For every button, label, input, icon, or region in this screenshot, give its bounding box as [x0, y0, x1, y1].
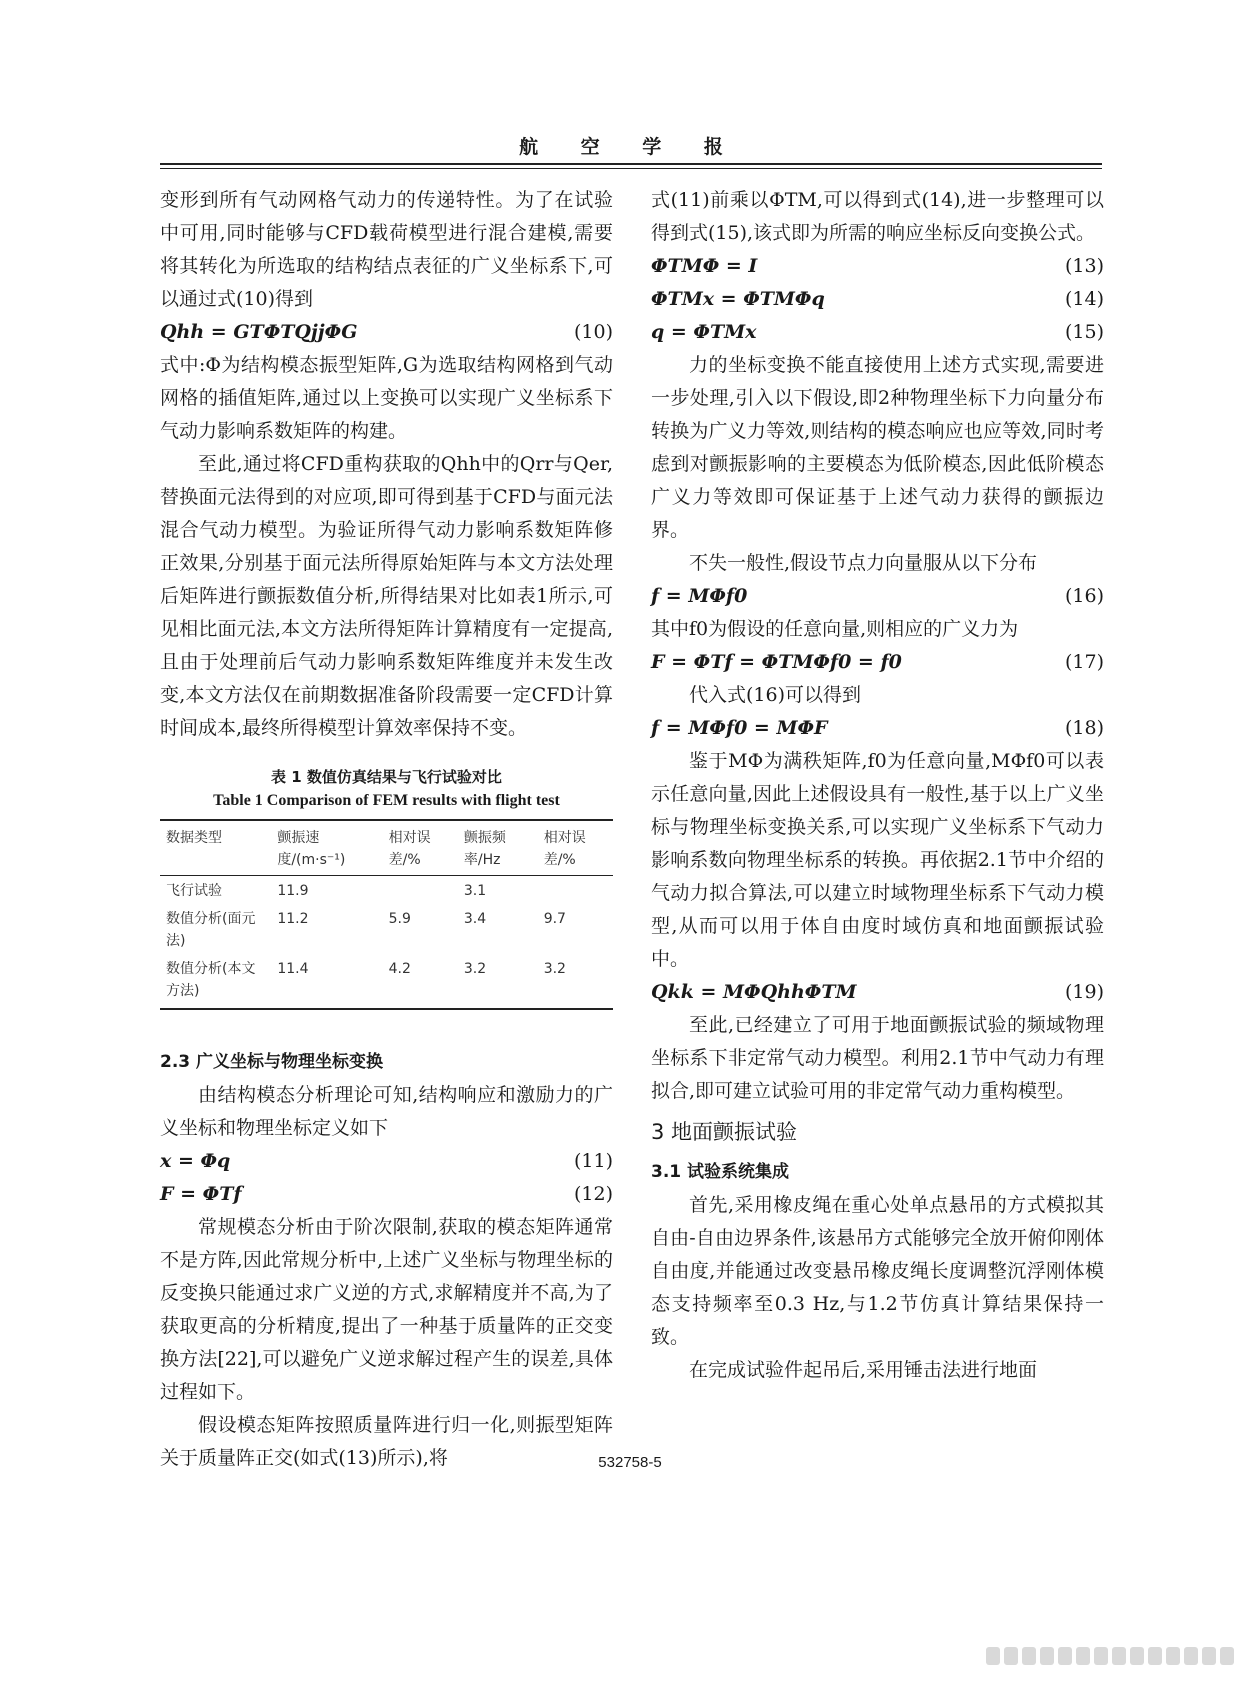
paragraph: 在完成试验件起吊后,采用锤击法进行地面: [689, 1359, 1038, 1381]
equation-expr: f = MΦf0: [651, 585, 748, 607]
paragraph: 式(11)前乘以ΦTM,可以得到式(14),进一步整理可以得到式(15),该式即为所需的响应坐标反向变换公式。: [651, 189, 1104, 244]
equation-number: (16): [1064, 585, 1104, 607]
equation-14: [651, 283, 1104, 316]
equation-expr: x = Φq: [160, 1150, 231, 1172]
paragraph: 式中:Φ为结构模态振型矩阵,G为选取结构网格到气动网格的插值矩阵,通过以上变换可以实现广义坐标系下气动力影响系数矩阵的构建。: [160, 354, 613, 442]
equation-expr: F = ΦTf = ΦTMΦf0 = f0: [651, 651, 902, 673]
equation-expr: Qhh = GTΦTQjjΦG: [160, 321, 358, 343]
journal-title: 航 空 学 报: [519, 136, 741, 158]
equation-expr: ΦTMx = ΦTMΦq: [651, 288, 825, 310]
paragraph: 由结构模态分析理论可知,结构响应和激励力的广义坐标和物理坐标定义如下: [160, 1084, 613, 1139]
table-cell: [538, 876, 613, 905]
paragraph: 至此,通过将CFD重构获取的Qhh中的Qrr与Qer,替换面元法得到的对应项,即可得到基于CFD与面元法混合气动力模型。为验证所得气动力影响系数矩阵修正效果,分别基于面元法所得原始矩阵与本文方法处理后矩阵进行颤振数值分析,所得结果对比如表1所示,可见相比面元法,本文方法所得矩阵计算精度有一定提高,且由于处理前后气动力影响系数矩阵维度并未发生改变,本文方法仅在前期数据准备阶段需要一定CFD计算时间成本,最终所得模型计算效率保持不变。: [160, 453, 613, 739]
equation-17: [651, 646, 1104, 679]
equation-10: [160, 316, 613, 349]
equation-expr: f = MΦf0 = MΦF: [651, 717, 828, 739]
right-column: [651, 184, 1104, 1387]
column-header: 颤振速度/(m·s⁻¹): [271, 820, 382, 876]
table-cell: 飞行试验: [166, 883, 222, 899]
column-header: 数据类型: [160, 820, 271, 876]
paragraph: 其中f0为假设的任意向量,则相应的广义力为: [651, 618, 1019, 640]
equation-16: [651, 580, 1104, 613]
paragraph: 力的坐标变换不能直接使用上述方式实现,需要进一步处理,引入以下假设,即2种物理坐标下力向量分布转换为广义力等效,则结构的模态响应也应等效,同时考虑到对颤振影响的主要模态为低阶模态,因此低阶模态广义力等效即可保证基于上述气动力获得的颤振边界。: [651, 354, 1104, 541]
table-cell: 4.2: [383, 954, 458, 1009]
equation-15: [651, 316, 1104, 349]
column-header: 相对误差/%: [383, 820, 458, 876]
equation-13: [651, 250, 1104, 283]
section-heading-2-3: 2.3 广义坐标与物理坐标变换: [160, 1052, 384, 1072]
paragraph: 假设模态矩阵按照质量阵进行归一化,则振型矩阵关于质量阵正交(如式(13)所示),将: [160, 1414, 613, 1469]
paragraph: 鉴于MΦ为满秩矩阵,f0为任意向量,MΦf0可以表示任意向量,因此上述假设具有一般性,基于以上广义坐标与物理坐标变换关系,可以实现广义坐标系下气动力影响系数向物理坐标系的转换。再依据2.1节中介绍的气动力拟合算法,可以建立时域物理坐标系下气动力模型,从而可以用于体自由度时域仿真和地面颤振试验中。: [651, 750, 1104, 970]
equation-number: (11): [573, 1150, 613, 1172]
table-cell: 数值分析(面元法): [166, 911, 256, 949]
section-heading-3-1: 3.1 试验系统集成: [651, 1162, 790, 1182]
equation-expr: ΦTMΦ = I: [651, 255, 758, 277]
equation-number: (12): [573, 1183, 613, 1205]
equation-number: (15): [1064, 321, 1104, 343]
equation-number: (18): [1064, 717, 1104, 739]
table-row: [160, 876, 613, 905]
table-cell: 3.1: [463, 883, 487, 899]
table-caption-zh: 表 1 数值仿真结果与飞行试验对比: [271, 768, 502, 786]
table-cell: 数值分析(本文方法): [160, 954, 271, 1009]
table-header-row: [160, 820, 613, 876]
header-rule: [160, 163, 1102, 165]
equation-expr: F = ΦTf: [160, 1183, 242, 1205]
table-caption-en: Table 1 Comparison of FEM results with flight test: [213, 792, 560, 809]
table-cell: 3.2: [538, 954, 613, 1009]
table-cell: 9.7: [543, 911, 566, 927]
header-rule-thin: [160, 168, 1102, 169]
table-cell: 3.4: [463, 911, 487, 927]
page-number: 532758-5: [598, 1454, 662, 1471]
watermark: [934, 1647, 1234, 1669]
table-cell: 5.9: [388, 911, 411, 927]
equation-11: [160, 1145, 613, 1178]
column-header: 颤振频率/Hz: [458, 820, 538, 876]
equation-number: (10): [573, 321, 613, 343]
table-row: [160, 904, 613, 954]
column-header: 相对误差/%: [538, 820, 613, 876]
paragraph: 变形到所有气动网格气动力的传递特性。为了在试验中可用,同时能够与CFD载荷模型进行混合建模,需要将其转化为所选取的结构结点表征的广义坐标系下,可以通过式(10)得到: [160, 189, 613, 310]
paragraph: 不失一般性,假设节点力向量服从以下分布: [689, 552, 1038, 574]
paragraph: 常规模态分析由于阶次限制,获取的模态矩阵通常不是方阵,因此常规分析中,上述广义坐标与物理坐标的反变换只能通过求广义逆的方式,求解精度并不高,为了获取更高的分析精度,提出了一种基于质量阵的正交变换方法[22],可以避免广义逆求解过程产生的误差,具体过程如下。: [160, 1216, 613, 1403]
equation-expr: q = ΦTMx: [651, 321, 757, 343]
equation-number: (17): [1064, 651, 1104, 673]
section-heading-3: 3 地面颤振试验: [651, 1120, 798, 1144]
equation-number: (14): [1064, 288, 1104, 310]
paragraph: 首先,采用橡皮绳在重心处单点悬吊的方式模拟其自由-自由边界条件,该悬吊方式能够完全放开俯仰刚体自由度,并能通过改变悬吊橡皮绳长度调整沉浮刚体模态支持频率至0.3 Hz,与1.2节仿真计算结果保持一致。: [651, 1194, 1104, 1348]
equation-expr: Qkk = MΦQhhΦTM: [651, 981, 857, 1003]
table-cell: 3.2: [458, 954, 538, 1009]
equation-19: [651, 976, 1104, 1009]
equation-12: [160, 1178, 613, 1211]
results-table: [160, 819, 613, 1010]
table-cell: 11.4: [271, 954, 382, 1009]
paragraph: 代入式(16)可以得到: [689, 684, 862, 706]
equation-number: (19): [1064, 981, 1104, 1003]
table-cell: 11.9: [277, 883, 309, 899]
paragraph: 至此,已经建立了可用于地面颤振试验的频域物理坐标系下非定常气动力模型。利用2.1节中气动力有理拟合,即可建立试验可用的非定常气动力重构模型。: [651, 1014, 1104, 1102]
equation-18: [651, 712, 1104, 745]
equation-number: (13): [1064, 255, 1104, 277]
table-cell: 11.2: [277, 911, 309, 927]
table-row: [160, 954, 613, 1009]
left-column: [160, 184, 613, 1475]
table-cell: [383, 876, 458, 905]
